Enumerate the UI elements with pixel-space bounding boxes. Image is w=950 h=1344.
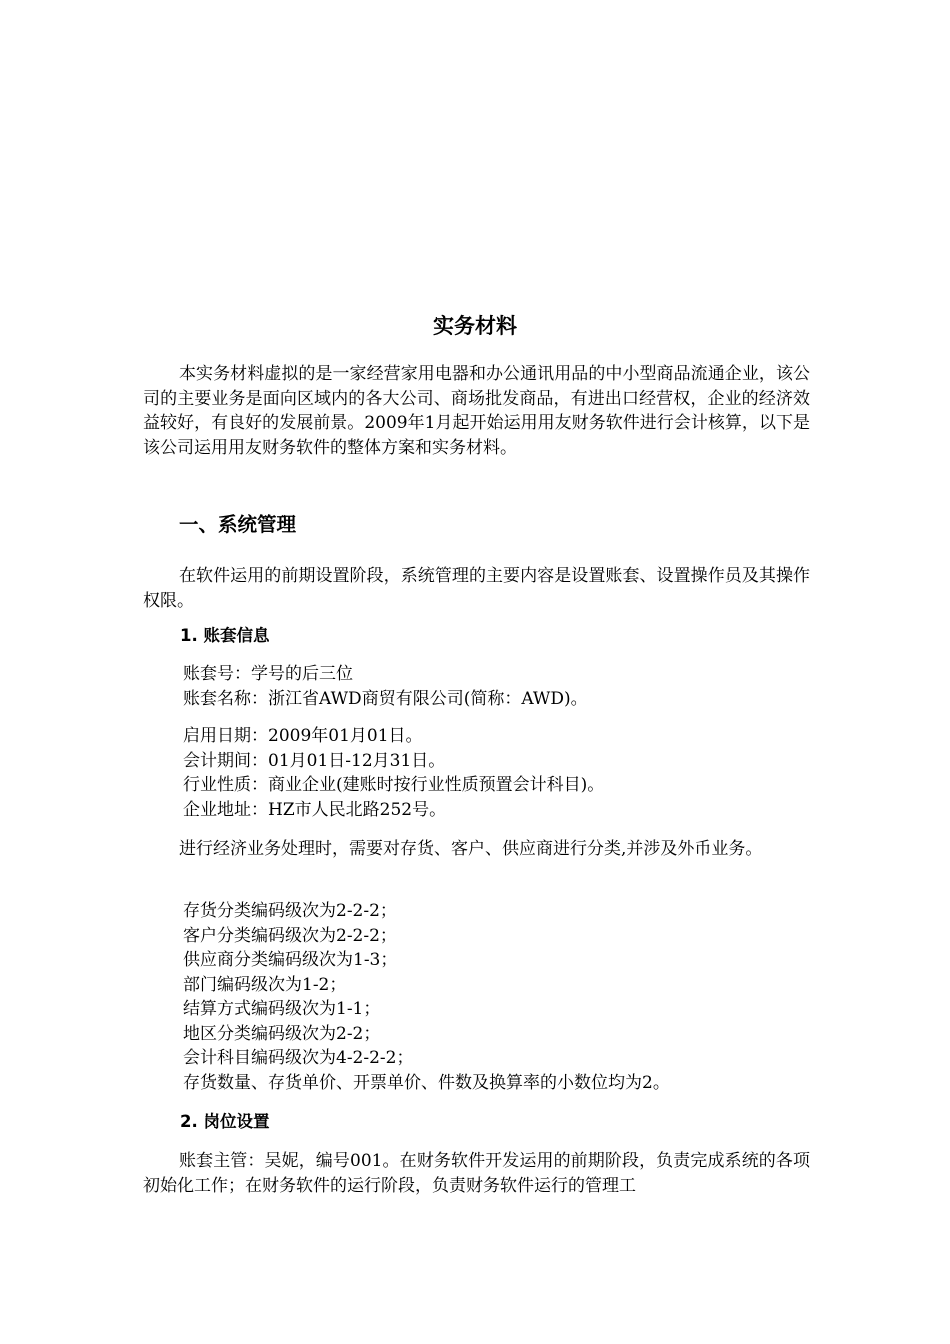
list-item: 会计科目编码级次为4-2-2-2；: [183, 1048, 414, 1068]
list-item: 账套名称：浙江省AWD商贸有限公司(简称：AWD)。: [183, 688, 588, 709]
intro-paragraph: 本实务材料虚拟的是一家经营家用电器和办公通讯用品的中小型商品流通企业，该公司的主要业务是面向区域内的各大公司、商场批发商品，有进出口经营权，企业的经济效益较好，有良好的发展前景。2009年1月起开始运用用友财务软件进行会计核算，以下是该公司运用用友财务软件的整体方案和实务材料。: [143, 364, 810, 458]
list-item: 企业地址：HZ市人民北路252号。: [183, 799, 447, 820]
position-setup-paragraph: 账套主管：吴妮，编号001。在财务软件开发运用的前期阶段，负责完成系统的各项初始化工作；在财务软件的运行阶段，负责财务软件运行的管理工: [143, 1151, 810, 1196]
list-item: 客户分类编码级次为2-2-2；: [183, 925, 397, 946]
classification-note: 进行经济业务处理时，需要对存货、客户、供应商进行分类,并涉及外币业务。: [179, 839, 763, 859]
coding-levels-list: [183, 899, 803, 1095]
section-heading-system-management: 一、系统管理: [179, 513, 297, 536]
list-item: 账套号：学号的后三位: [183, 664, 353, 684]
list-item: 会计期间：01月01日-12月31日。: [183, 750, 446, 771]
list-item: 部门编码级次为1-2；: [183, 974, 347, 995]
subheading-position-setup: 2. 岗位设置: [180, 1112, 270, 1131]
system-management-intro: 在软件运用的前期设置阶段，系统管理的主要内容是设置账套、设置操作员及其操作权限。: [143, 566, 810, 611]
list-item: 供应商分类编码级次为1-3；: [183, 950, 398, 970]
list-item: 行业性质：商业企业(建账时按行业性质预置会计科目)。: [183, 775, 605, 795]
account-info-list-a: [183, 662, 803, 711]
document-title: 实务材料: [433, 314, 517, 338]
list-item: 结算方式编码级次为1-1；: [183, 999, 381, 1019]
list-item: 启用日期：2009年01月01日。: [183, 726, 423, 746]
list-item: 存货分类编码级次为2-2-2；: [183, 901, 397, 921]
account-info-list-b: [183, 724, 803, 822]
subheading-account-info: 1. 账套信息: [180, 626, 270, 645]
list-item: 地区分类编码级次为2-2；: [183, 1023, 381, 1044]
list-item: 存货数量、存货单价、开票单价、件数及换算率的小数位均为2。: [183, 1072, 670, 1093]
